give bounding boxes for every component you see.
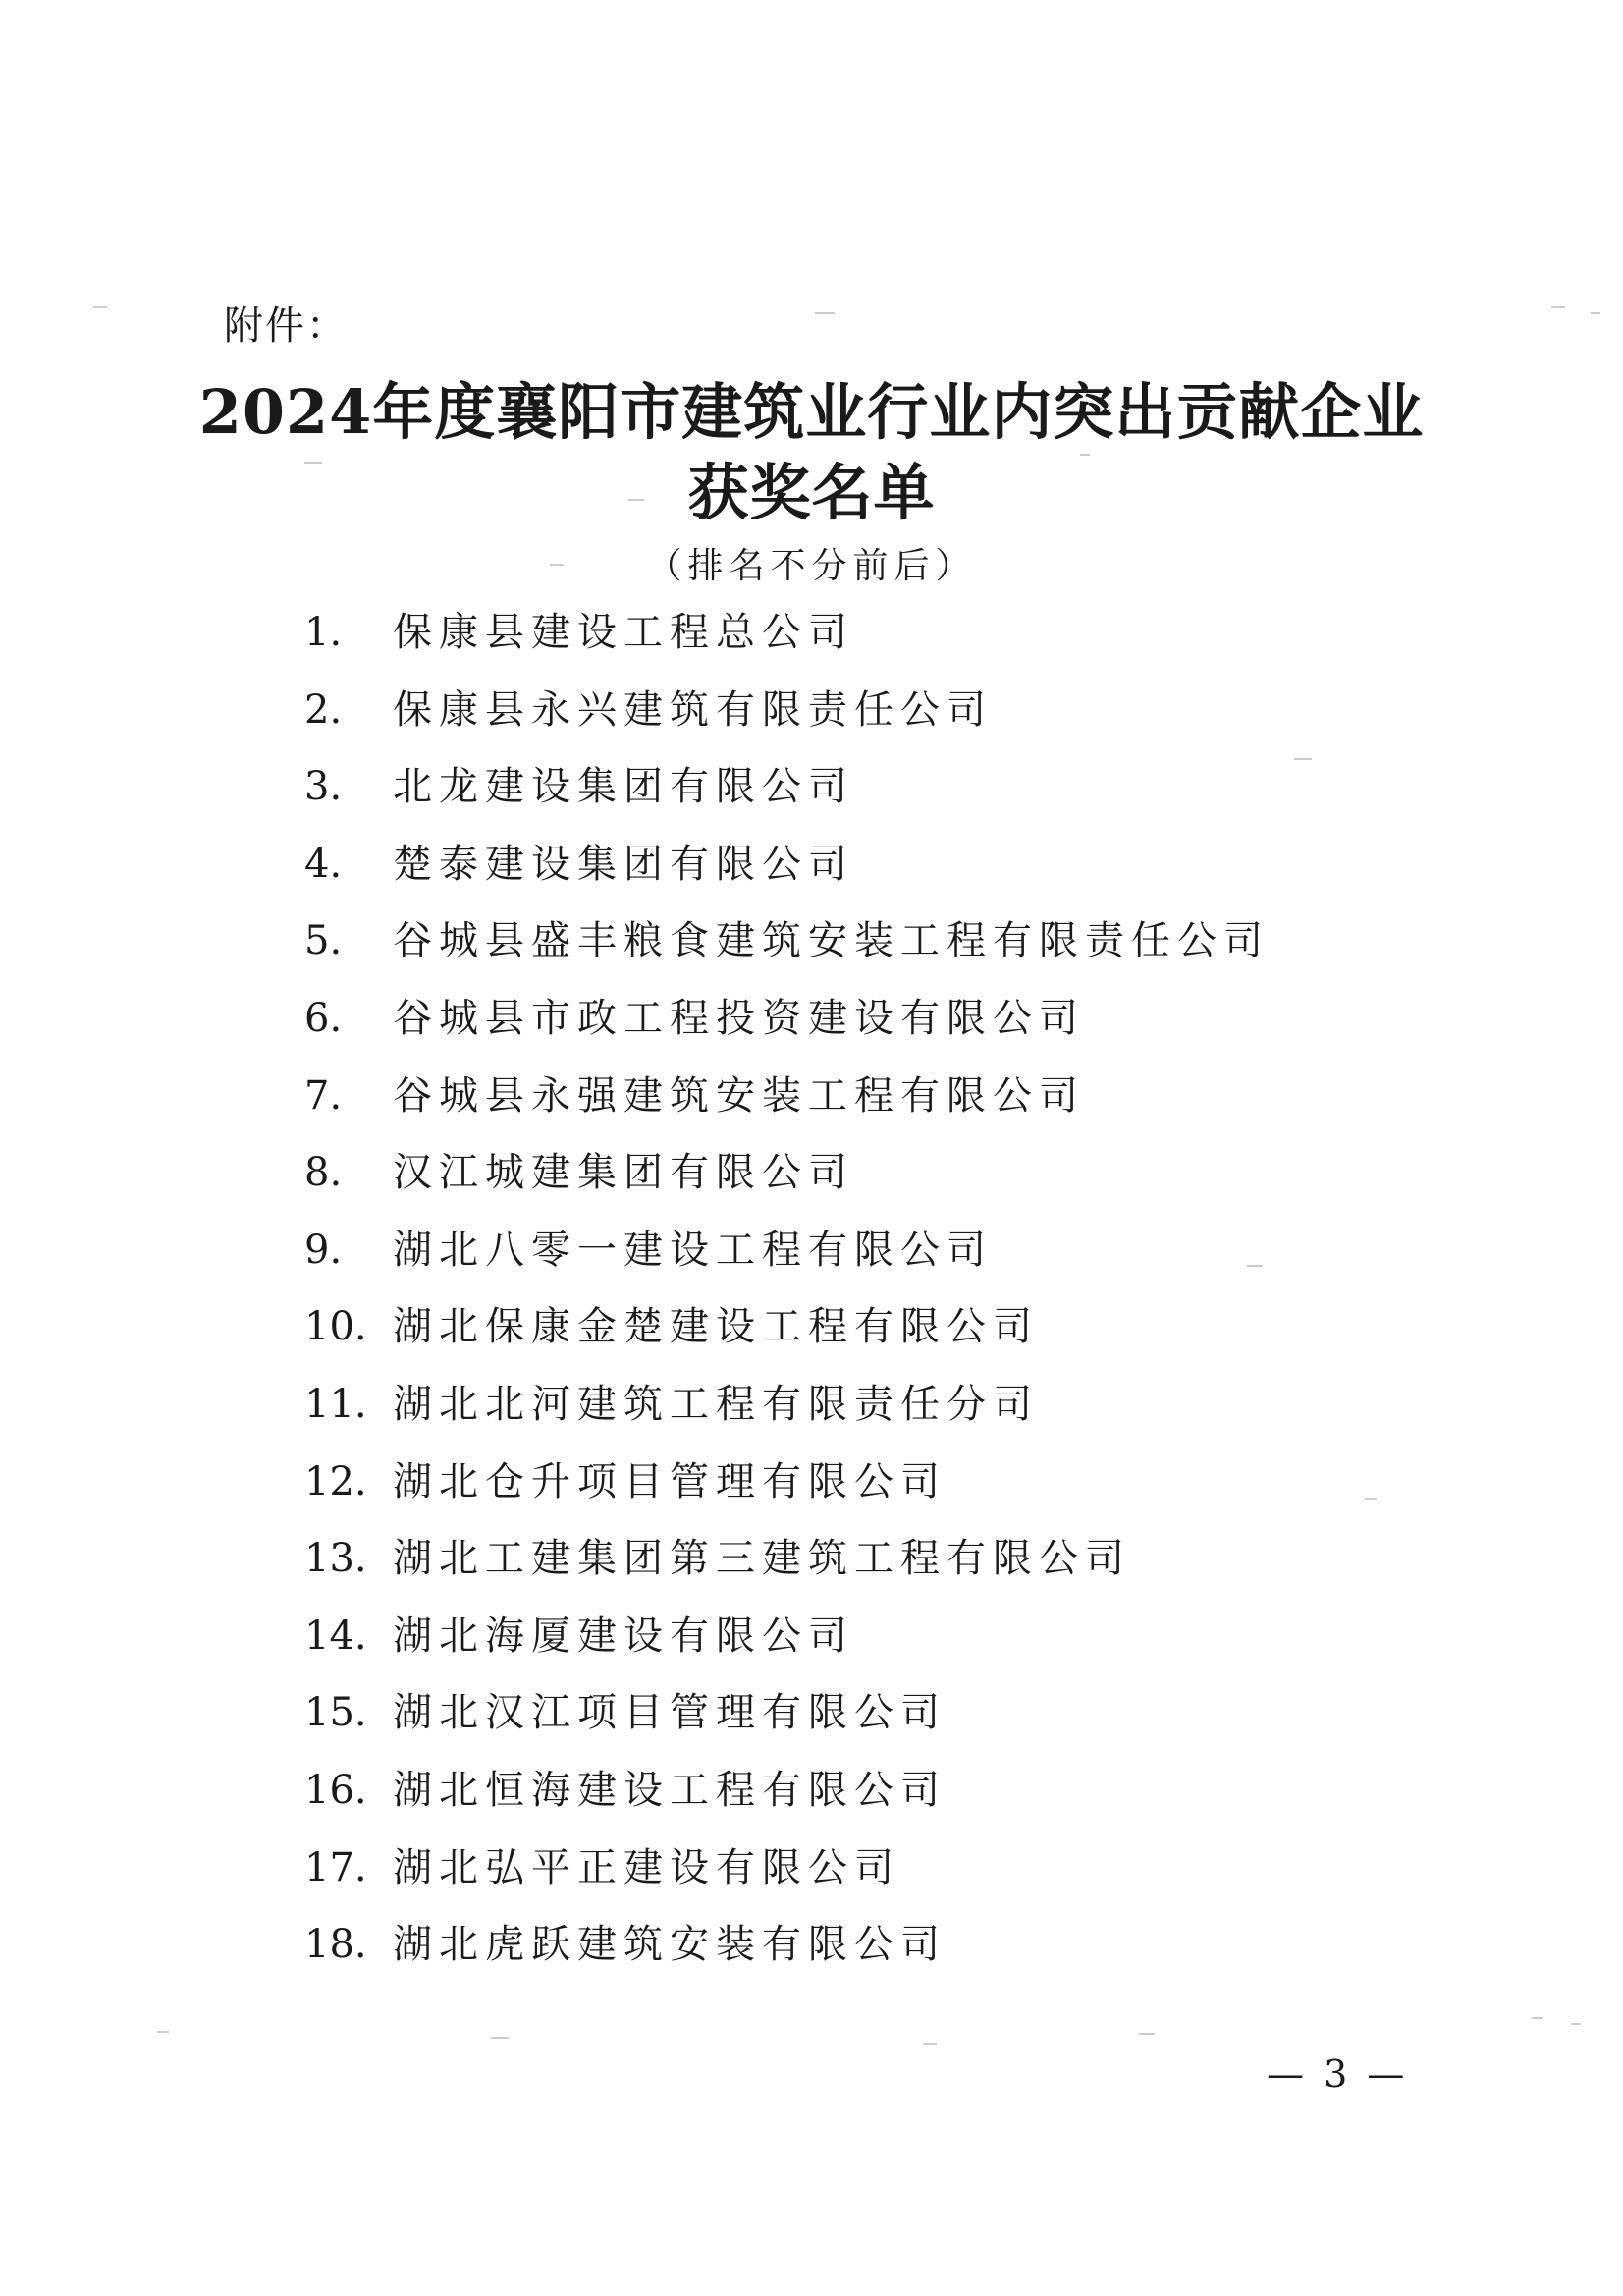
- company-name: 湖北虎跃建筑安装有限公司: [393, 1922, 947, 1968]
- list-item-number: 9.: [304, 1227, 343, 1273]
- list-item-number: 5.: [304, 918, 343, 964]
- document-title-line-1: 2024年度襄阳市建筑业行业内突出贡献企业: [198, 376, 1425, 448]
- scan-speck: [1571, 2023, 1581, 2025]
- company-name: 北龙建设集团有限公司: [393, 764, 854, 810]
- list-item-number: 6.: [304, 996, 343, 1041]
- list-item-number: 12.: [304, 1458, 367, 1504]
- attachment-label: 附件：: [224, 303, 348, 349]
- scan-speck: [1139, 2033, 1155, 2035]
- scan-speck: [550, 564, 564, 566]
- list-item-number: 16.: [304, 1768, 367, 1813]
- list-item-number: 14.: [304, 1613, 367, 1659]
- company-name: 湖北恒海建设工程有限公司: [393, 1768, 947, 1813]
- scan-speck: [1080, 454, 1090, 456]
- company-name: 楚泰建设集团有限公司: [393, 841, 854, 887]
- list-item-number: 18.: [304, 1922, 367, 1968]
- company-name: 湖北工建集团第三建筑工程有限公司: [393, 1536, 1131, 1582]
- scan-speck: [815, 312, 835, 314]
- scan-speck: [1294, 758, 1312, 760]
- company-name: 湖北弘平正建设有限公司: [393, 1844, 900, 1890]
- company-name: 湖北北河建筑工程有限责任分司: [393, 1382, 1039, 1427]
- document-title-line-2: 获奖名单: [687, 457, 936, 528]
- scan-speck: [491, 2037, 509, 2039]
- scan-speck: [1551, 306, 1565, 308]
- list-item-number: 15.: [304, 1690, 367, 1736]
- scan-speck: [93, 306, 107, 308]
- list-item-number: 13.: [304, 1536, 367, 1582]
- company-name: 湖北汉江项目管理有限公司: [393, 1690, 947, 1736]
- list-item-number: 3.: [304, 764, 343, 810]
- list-item-number: 10.: [304, 1304, 367, 1350]
- company-name: 湖北海厦建设有限公司: [393, 1613, 854, 1659]
- list-item-number: 1.: [304, 610, 343, 655]
- list-item-number: 4.: [304, 841, 343, 887]
- scan-speck: [304, 462, 322, 464]
- scan-speck: [1532, 2017, 1543, 2019]
- company-name: 保康县永兴建筑有限责任公司: [393, 686, 993, 733]
- list-item-number: 17.: [304, 1844, 367, 1890]
- company-name: 谷城县永强建筑安装工程有限公司: [393, 1072, 1085, 1119]
- scan-speck: [1247, 1265, 1263, 1267]
- scan-speck: [628, 499, 644, 501]
- list-item-number: 8.: [304, 1150, 343, 1196]
- company-name: 汉江城建集团有限公司: [393, 1150, 854, 1196]
- scan-speck: [1591, 312, 1600, 314]
- list-item-number: 7.: [304, 1072, 343, 1119]
- list-item-number: 11.: [304, 1382, 367, 1427]
- scan-speck: [1365, 1498, 1377, 1500]
- company-name: 湖北八零一建设工程有限公司: [393, 1227, 993, 1273]
- company-name: 湖北保康金楚建设工程有限公司: [393, 1304, 1039, 1350]
- company-name: 谷城县市政工程投资建设有限公司: [393, 996, 1085, 1041]
- scan-speck: [923, 2043, 937, 2045]
- company-name: 保康县建设工程总公司: [393, 610, 854, 655]
- scan-speck: [157, 2031, 169, 2033]
- company-name: 谷城县盛丰粮食建筑安装工程有限责任公司: [393, 918, 1270, 964]
- list-item-number: 2.: [304, 686, 343, 733]
- ranking-note: （排名不分前后）: [646, 546, 977, 586]
- page-number: — 3 —: [1267, 2052, 1409, 2096]
- company-name: 湖北仓升项目管理有限公司: [393, 1458, 947, 1504]
